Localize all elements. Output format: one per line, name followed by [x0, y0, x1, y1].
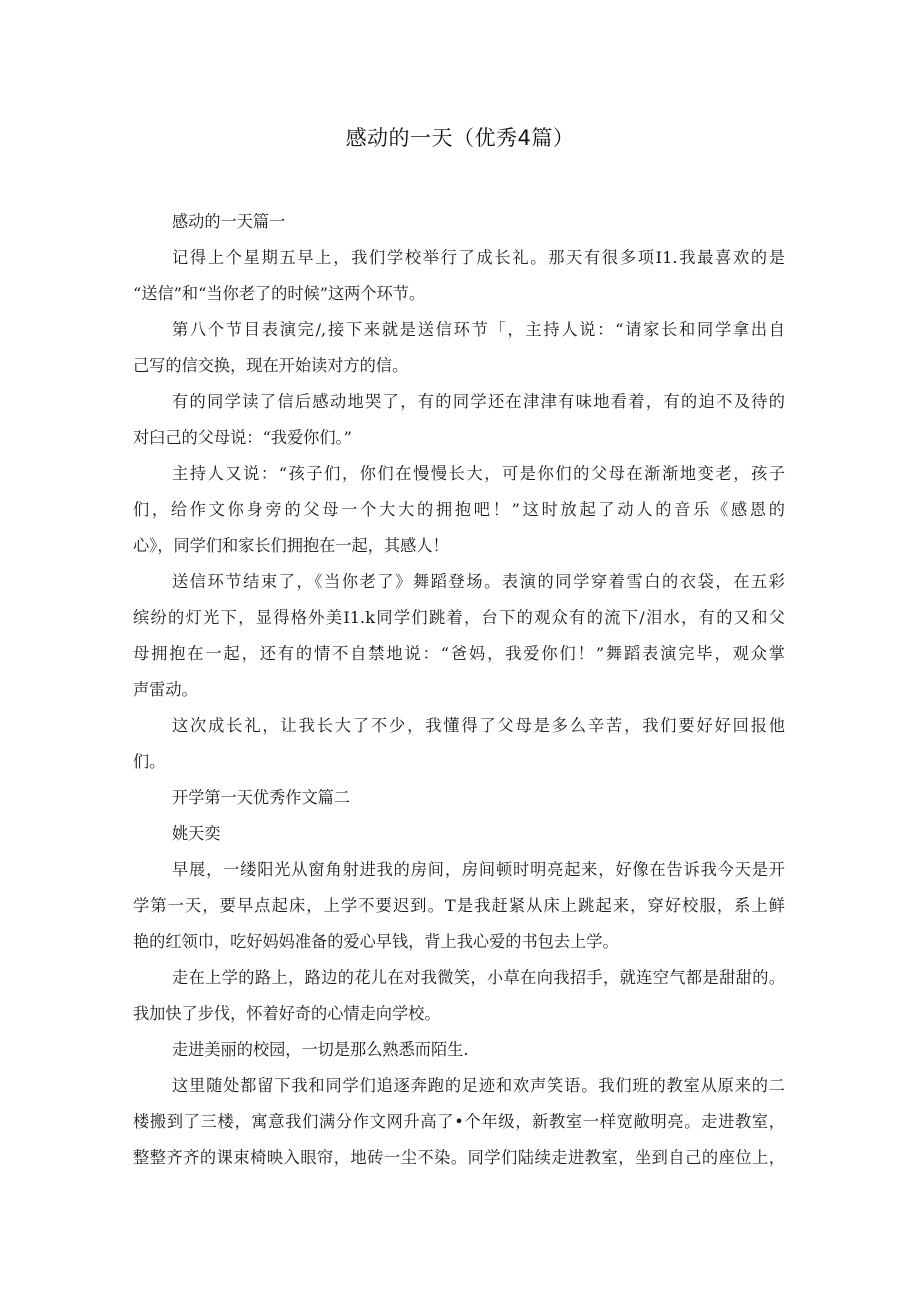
paragraph-line: 早展，一缕阳光从窗角射进我的房间，房间顿时明亮起来，好像在告诉我今天是开 — [172, 860, 785, 879]
paragraph-line: 艳的红领巾，吃好妈妈准备的爱心早钱，背上我心爱的书包去上学。 — [133, 932, 619, 951]
paragraph-line: 走在上学的路上，路边的花儿在对我微笑，小草在向我招手，就连空气都是甜甜的。 — [172, 968, 785, 987]
paragraph-line: 母拥抱在一起，还有的情不自禁地说：“爸妈，我爱你们！”舞蹈表演完毕，观众掌 — [133, 644, 785, 663]
paragraph-line: 们。 — [133, 752, 166, 771]
paragraph-line: 对臼己的父母说：“我爱你们。” — [133, 428, 352, 447]
paragraph-line: 心》，同学们和家长们拥抱在一起，其感人！ — [133, 536, 449, 555]
paragraph-line: 声雷动。 — [133, 680, 198, 699]
paragraph-line: 主持人又说：“孩子们，你们在慢慢长大，可是你们的父母在渐渐地变老，孩子 — [172, 464, 785, 483]
paragraph-line: 送信环节结束了，《当你老了》舞蹈登场。表演的同学穿着雪白的衣袋，在五彩 — [172, 572, 785, 591]
paragraph-line: 感动的一天篇一 — [172, 212, 286, 231]
paragraph-line: “送信”和“当你老了的时候”这两个环节。 — [133, 284, 426, 303]
paragraph-line: 这次成长礼，让我长大了不少，我懂得了父母是多么辛苦，我们要好好回报他 — [172, 716, 785, 735]
paragraph-line: 我加快了步伐，怀着好奇的心情走向学校。 — [133, 1004, 441, 1023]
paragraph-line: 第八个节目表演完/,接下来就是送信环节「，主持人说：“请家长和同学拿出自 — [172, 320, 785, 339]
paragraph-line: 缤纷的灯光下，显得格外美I1.k同学们跳着，台下的观众有的流下/泪水，有的又和父 — [133, 608, 785, 627]
paragraph-line: 楼搬到了三楼，寓意我们满分作文网升高了•个年级，新教室一样宽敞明亮。走进教室， — [133, 1112, 785, 1131]
paragraph-line: 走进美丽的校园，一切是那么熟悉而陌生. — [172, 1040, 469, 1059]
paragraph-line: 整整齐齐的课束椅映入眼帘，地砖一尘不染。同学们陆续走进教室，坐到自己的座位上， — [133, 1148, 785, 1167]
paragraph-line: 姚天奕 — [172, 824, 221, 843]
paragraph-line: 们，给作文你身旁的父母一个大大的拥抱吧！”这时放起了动人的音乐《感恩的 — [133, 500, 785, 519]
paragraph-line: 记得上个星期五早上，我们学校举行了成长礼。那天有很多项I1.我最喜欢的是 — [172, 248, 785, 267]
paragraph-line: 学第一天，要早点起床，上学不要迟到。T是我赶紧从床上跳起来，穿好校服，系上鲜 — [133, 896, 785, 915]
paragraph-line: 己写的信交换，现在开始读对方的信。 — [133, 356, 409, 375]
paragraph-line: 开学第一天优秀作文篇二 — [172, 788, 351, 807]
document-body — [133, 204, 785, 1176]
paragraph-line: 这里随处都留下我和同学们追逐奔跑的足迹和欢声笑语。我们班的教室从原来的二 — [172, 1076, 785, 1095]
document-title: 感动的一天（优秀4篇） — [345, 126, 575, 150]
paragraph-line: 有的同学读了信后感动地哭了，有的同学还在津津有味地看着，有的迫不及待的 — [172, 392, 785, 411]
